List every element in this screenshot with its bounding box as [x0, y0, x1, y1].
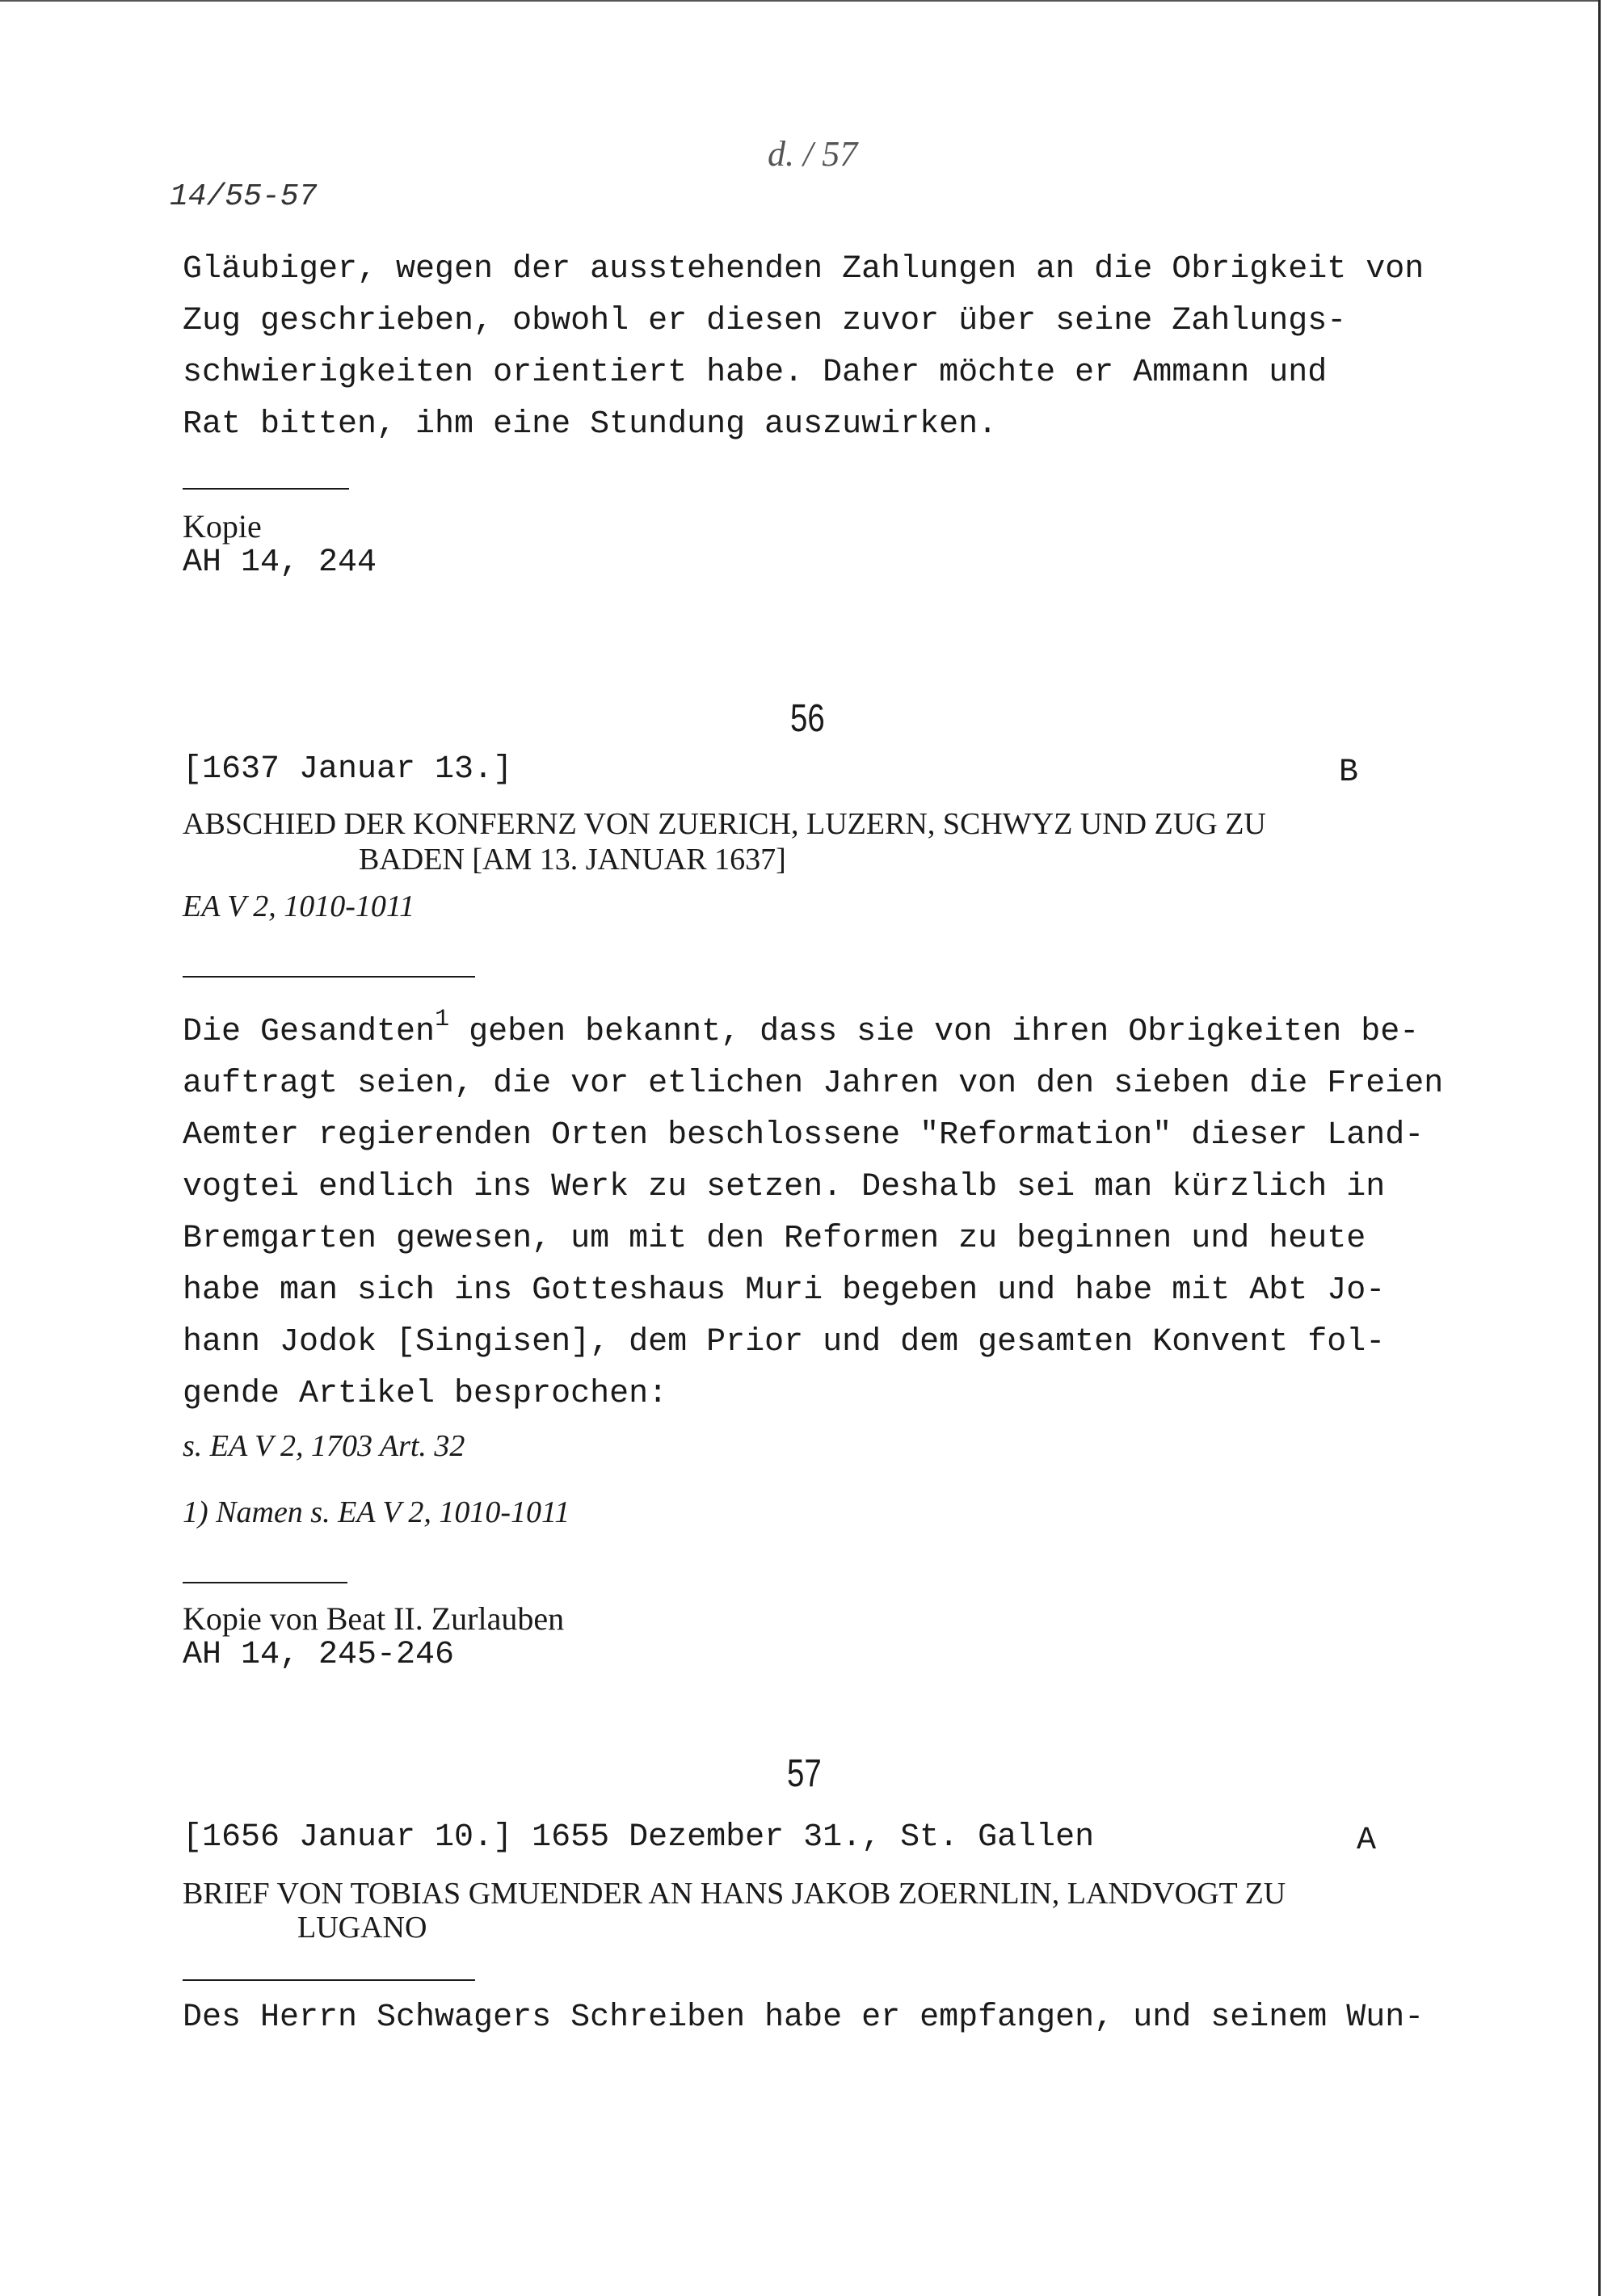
body-line: habe man sich ins Gotteshaus Muri begeben und habe mit Abt Jo-	[183, 1272, 1386, 1309]
body-line: Bremgarten gewesen, um mit den Reformen zu beginnen und heute	[183, 1221, 1366, 1257]
body-line: vogtei endlich ins Werk zu setzen. Deshalb sei man kürzlich in	[183, 1169, 1386, 1205]
edition-citation: EA V 2, 1010-1011	[183, 889, 415, 923]
separator-rule	[183, 976, 475, 978]
document-category: B	[1339, 755, 1359, 791]
body-line: hann Jodok [Singisen], dem Prior und dem gesamten Konvent fol-	[183, 1324, 1386, 1360]
document-number: 57	[787, 1752, 822, 1795]
document-title-line: ABSCHIED DER KONFERNZ VON ZUERICH, LUZERN, SCHWYZ UND ZUG ZU	[183, 807, 1266, 841]
footnote: 1) Namen s. EA V 2, 1010-1011	[183, 1495, 570, 1529]
body-line: auftragt seien, die vor etlichen Jahren von den sieben die Freien	[183, 1066, 1444, 1102]
body-line: gende Artikel besprochen:	[183, 1376, 668, 1412]
document-title-line: BRIEF VON TOBIAS GMUENDER AN HANS JAKOB ZOERNLIN, LANDVOGT ZU	[183, 1877, 1286, 1911]
body-line: Aemter regierenden Orten beschlossene "Reformation" dieser Land-	[183, 1117, 1425, 1154]
page-border-right	[1598, 0, 1601, 2296]
body-line: schwierigkeiten orientiert habe. Daher möchte er Ammann und	[183, 355, 1328, 391]
body-line: Gläubiger, wegen der ausstehenden Zahlungen an die Obrigkeit von	[183, 251, 1425, 288]
page-border-top	[0, 0, 1600, 2]
source-reference: AH 14, 245-246	[183, 1637, 455, 1673]
separator-rule	[183, 488, 349, 490]
document-date: [1637 Januar 13.]	[183, 751, 513, 788]
source-type: Kopie	[183, 508, 262, 545]
handwritten-mark: d. / 57	[768, 134, 858, 174]
body-line: Des Herrn Schwagers Schreiben habe er empfangen, und seinem Wun-	[183, 2000, 1425, 2036]
document-date: [1656 Januar 10.] 1655 Dezember 31., St. Gallen	[183, 1819, 1095, 1856]
document-title-line: BADEN [AM 13. JANUAR 1637]	[359, 843, 786, 877]
document-title-line: LUGANO	[297, 1911, 427, 1945]
body-line: Zug geschrieben, obwohl er diesen zuvor über seine Zahlungs-	[183, 303, 1347, 339]
body-line: Rat bitten, ihm eine Stundung auszuwirken.	[183, 406, 998, 443]
footnote-marker: 1	[435, 1006, 450, 1033]
separator-rule	[183, 1582, 347, 1583]
reference-note: s. EA V 2, 1703 Art. 32	[183, 1429, 465, 1463]
separator-rule	[183, 1979, 475, 1981]
archive-mark: 14/55-57	[170, 179, 318, 214]
body-text: geben bekannt, dass sie von ihren Obrigkeiten be-	[449, 1014, 1420, 1050]
body-line-first	[183, 1007, 1419, 1060]
source-type: Kopie von Beat II. Zurlauben	[183, 1600, 565, 1637]
body-text: Die Gesandten	[183, 1014, 436, 1050]
document-number: 56	[790, 697, 825, 740]
document-category: A	[1357, 1823, 1377, 1859]
source-reference: AH 14, 244	[183, 545, 377, 581]
